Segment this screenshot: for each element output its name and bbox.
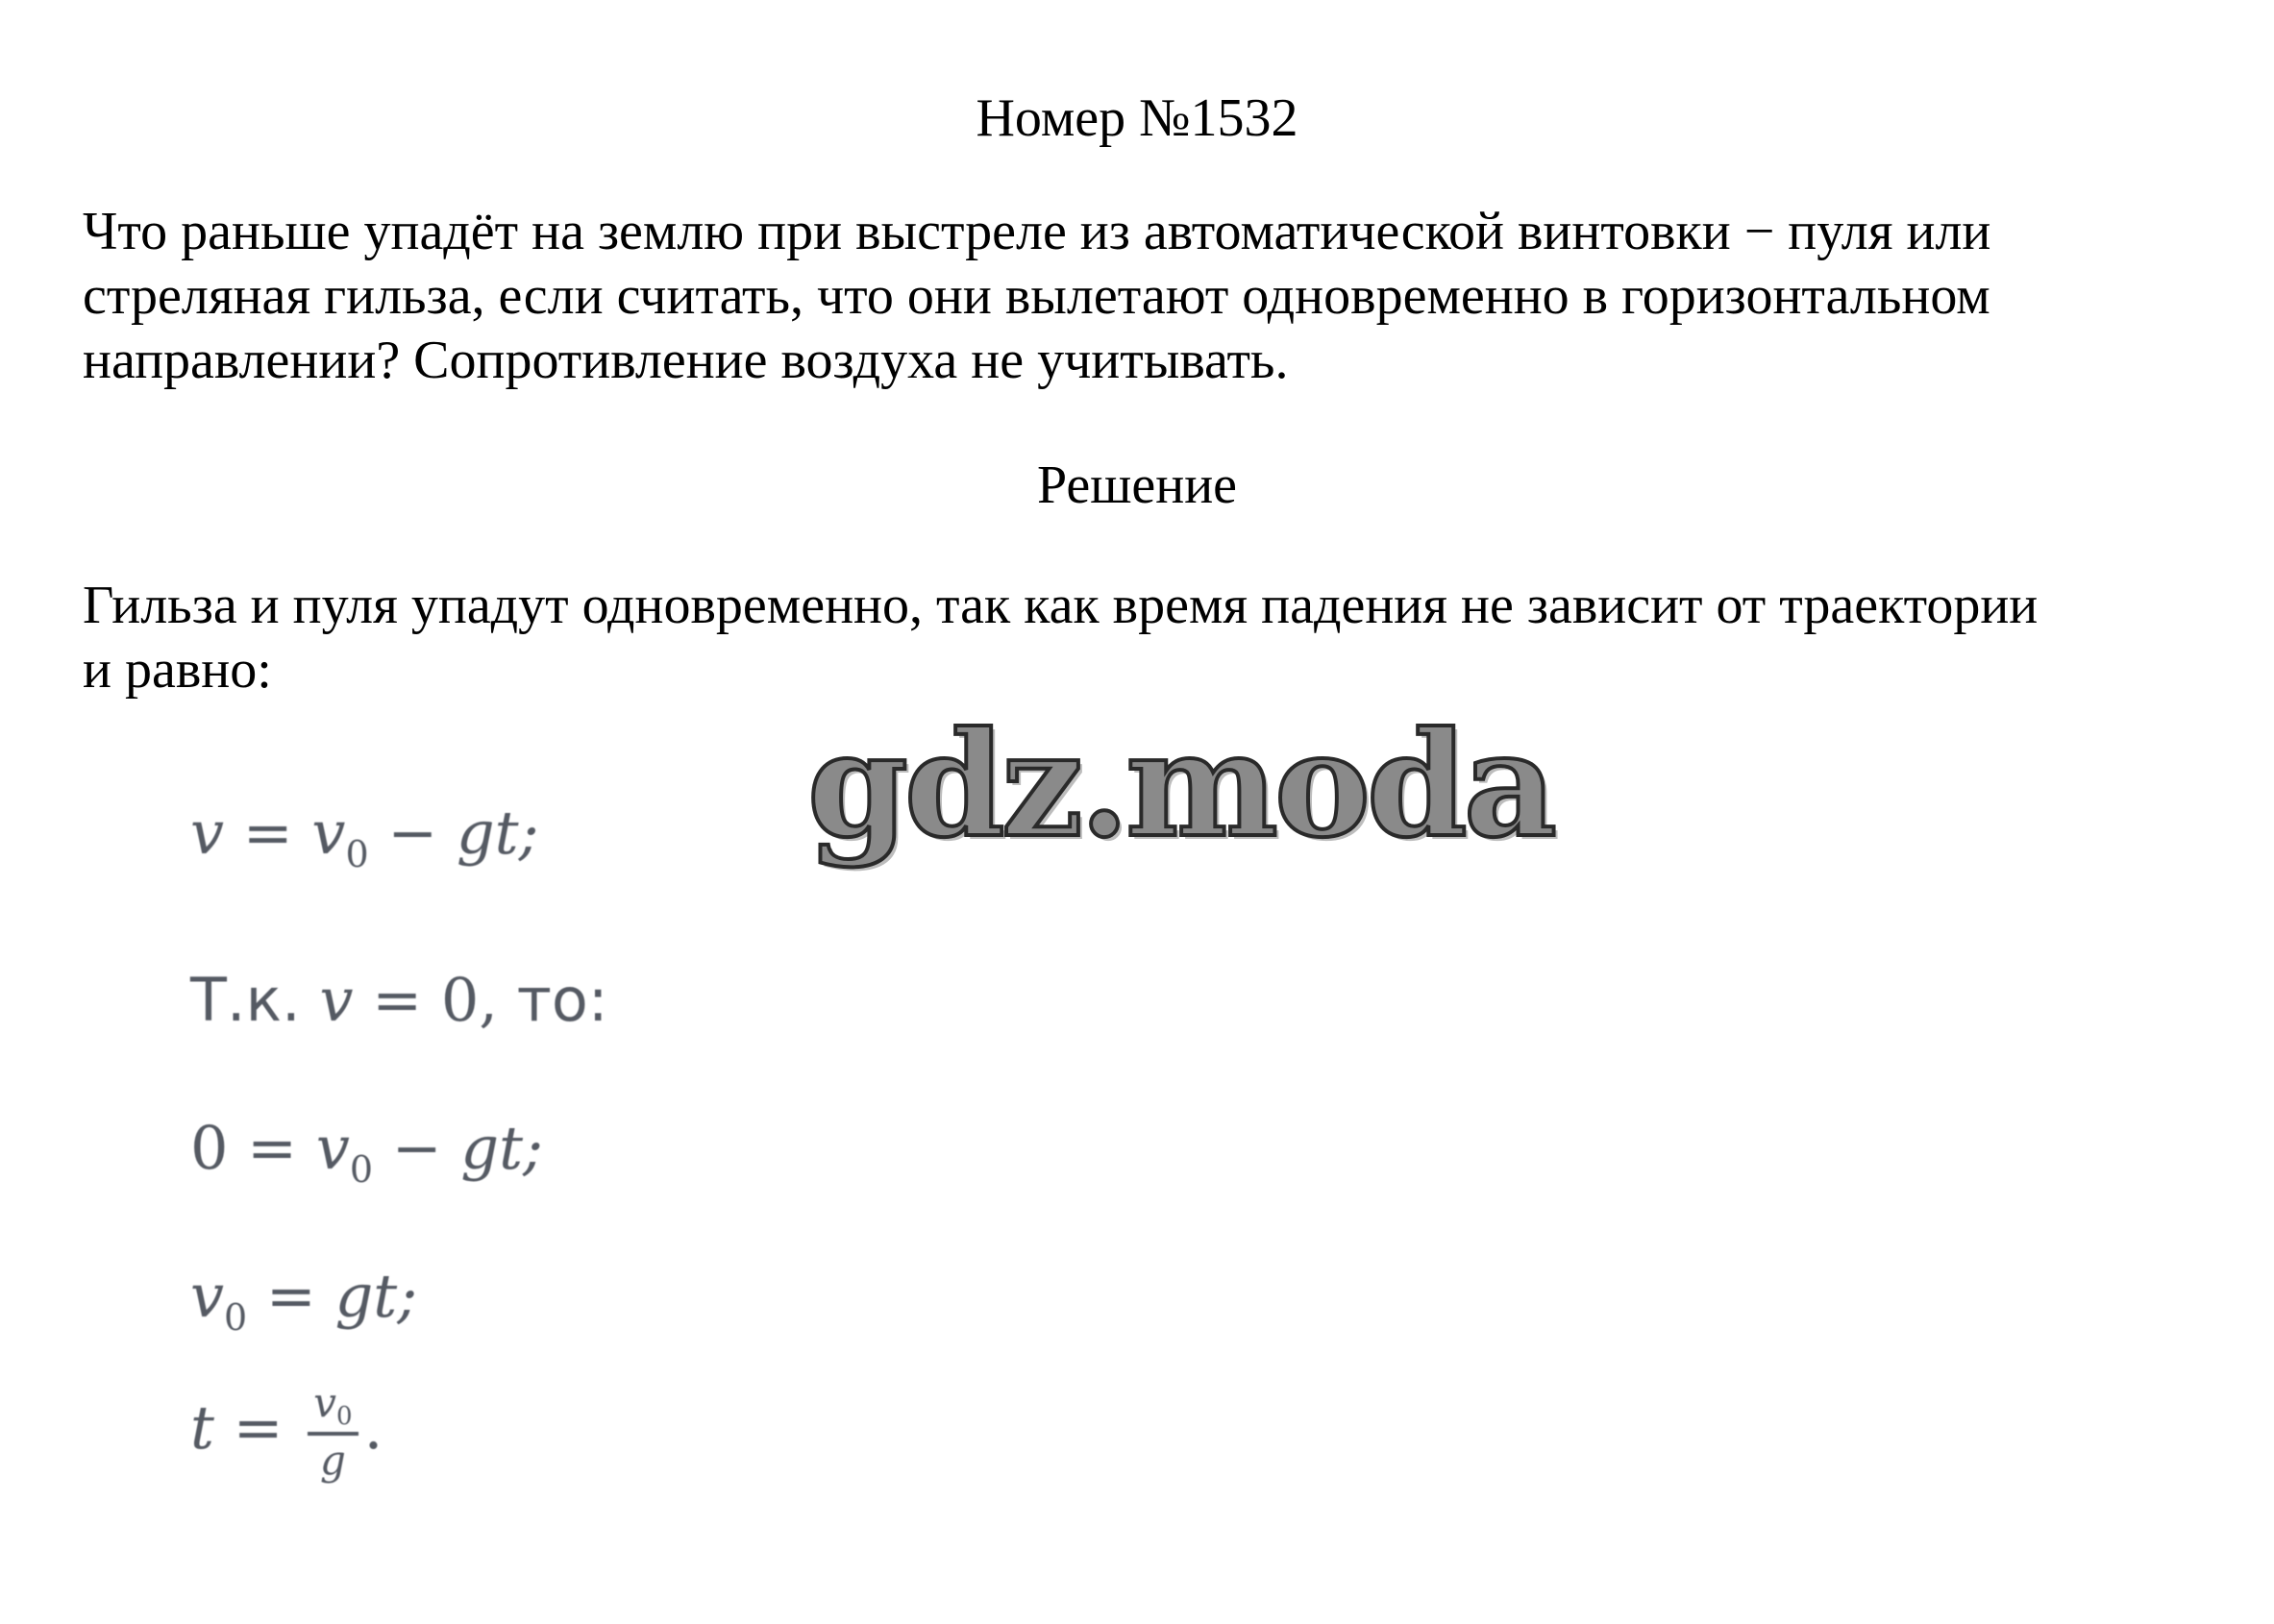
formula-var: v xyxy=(311,798,346,868)
formula-var: v xyxy=(315,1113,350,1183)
formula-v0 xyxy=(190,1261,418,1339)
watermark-logo: gdz.moda xyxy=(807,701,1554,870)
formula-rest: gt; xyxy=(334,1261,418,1331)
formula-text: Т.к. xyxy=(190,965,320,1035)
formula-subscript: 0 xyxy=(224,1296,248,1339)
formula-text: то: xyxy=(516,965,608,1035)
formula-subscript: 0 xyxy=(336,1402,353,1431)
formula-var: v xyxy=(190,798,225,868)
solution-line-2: и равно: xyxy=(83,640,272,700)
solution-heading: Решение xyxy=(1036,455,1238,515)
fraction-denominator xyxy=(308,1436,358,1486)
formula-var: v xyxy=(313,1379,337,1426)
formula-op: = xyxy=(247,1261,335,1331)
formula-velocity xyxy=(190,798,539,875)
formula-op: = 0, xyxy=(353,965,517,1035)
formula-subscript: 0 xyxy=(349,1148,374,1191)
formula-zero xyxy=(190,1113,543,1191)
solution-line-1: Гильза и пуля упадут одновременно, так как время падения не зависит от траектории xyxy=(83,576,2039,635)
formula-rest: − gt; xyxy=(373,1113,543,1183)
formula-var: v xyxy=(319,965,354,1035)
formula-op: = xyxy=(213,1392,303,1464)
problem-line-2: стреляная гильза, если считать, что они вылетают одновременно в горизонтальном xyxy=(83,266,1990,326)
formula-time xyxy=(190,1380,383,1486)
problem-line-3: направлении? Сопротивление воздуха не учитывать. xyxy=(83,331,1289,390)
formula-op: = xyxy=(224,798,312,868)
formula-condition xyxy=(190,965,608,1035)
problem-statement xyxy=(83,200,2236,393)
solution-text xyxy=(83,574,2236,702)
formula-fraction xyxy=(308,1380,358,1486)
formula-subscript: 0 xyxy=(345,833,369,875)
formula-var: g xyxy=(319,1437,346,1484)
problem-number-title: Номер №1532 xyxy=(976,88,1298,148)
problem-line-1: Что раньше упадёт на землю при выстреле из автоматической винтовки − пуля или xyxy=(83,202,1991,261)
formula-end: . xyxy=(363,1392,383,1464)
formula-num: 0 xyxy=(190,1113,229,1183)
fraction-numerator xyxy=(308,1380,358,1432)
formula-op: = xyxy=(228,1113,316,1183)
formula-var: v xyxy=(190,1261,225,1331)
formula-rest: − gt; xyxy=(368,798,539,868)
formula-var: t xyxy=(190,1392,214,1464)
